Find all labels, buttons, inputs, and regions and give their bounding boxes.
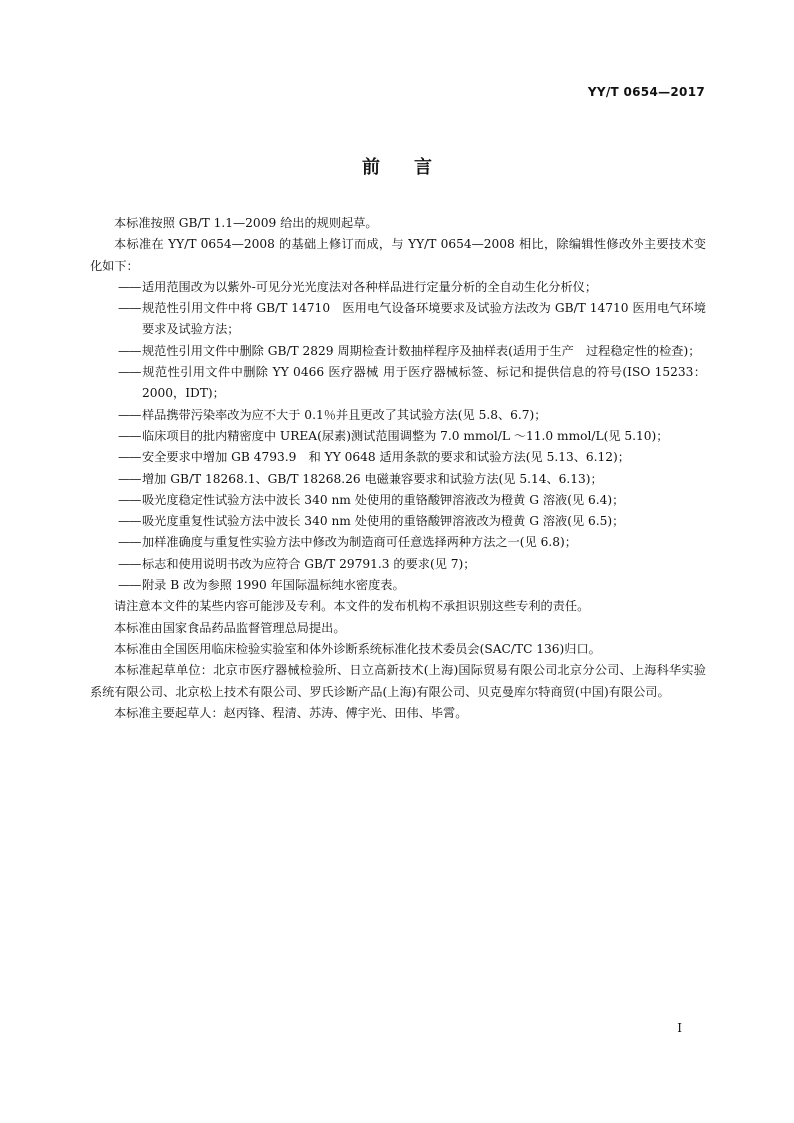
dash-marker: —— [118,578,141,593]
page-title: 前言 [362,157,466,178]
change-item [90,490,706,511]
dash-marker: —— [118,450,141,465]
paragraph-patent-notice: 请注意本文件的某些内容可能涉及专利。本文件的发布机构不承担识别这些专利的责任。 [114,599,590,614]
standard-number: YY/T 0654—2017 [587,85,705,99]
change-item [90,447,706,468]
change-item [90,362,706,405]
change-item [90,575,706,596]
dash-marker: —— [118,428,141,443]
dash-marker: —— [118,556,141,571]
document-body [90,213,706,724]
dash-marker: —— [118,492,141,507]
change-item-text: 安全要求中增加 GB 4793.9 和 YY 0648 适用条款的要求和试验方法(见 5.13、6.12)； [142,450,630,465]
change-item-text: 加样准确度与重复性实验方法中修改为制造商可任意选择两种方法之一(见 6.8)； [142,535,577,550]
page-number: I [677,1021,682,1035]
dash-marker: —— [118,535,141,550]
paragraph-drafting-rule: 本标准按照 GB/T 1.1—2009 给出的规则起草。 [114,216,378,230]
paragraph-drafters: 本标准主要起草人：赵丙锋、程清、苏涛、傅宇光、田伟、毕霄。 [114,705,468,720]
change-item-text: 增加 GB/T 18268.1、GB/T 18268.26 电磁兼容要求和试验方法(见 5.14、6.13)； [142,471,603,486]
dash-marker: —— [118,343,141,358]
change-item-text: 样品携带污染率改为应不大于 0.1％并且更改了其试验方法(见 5.8、6.7)； [142,407,547,422]
paragraph-proposer: 本标准由国家食品药品监督管理总局提出。 [114,620,346,635]
change-item-text: 规范性引用文件中将 GB/T 14710 医用电气设备环境要求及试验方法改为 GB/T 14710 医用电气环境要求及试验方法； [142,301,706,337]
change-item [90,511,706,532]
change-item-text: 附录 B 改为参照 1990 年国际温标纯水密度表。 [142,578,405,593]
dash-marker: —— [118,279,141,294]
change-item [90,405,706,426]
change-item [90,277,706,298]
paragraph-committee: 本标准由全国医用临床检验实验室和体外诊断系统标准化技术委员会(SAC/TC 136)归口。 [114,641,601,656]
change-item-text: 规范性引用文件中删除 GB/T 2829 周期检查计数抽样程序及抽样表(适用于生产 过程稳定性的检查)； [142,343,701,358]
paragraph-drafting-units: 本标准起草单位：北京市医疗器械检验所、日立高新技术(上海)国际贸易有限公司北京分公司、上海科华实验系统有限公司、北京松上技术有限公司、罗氏诊断产品(上海)有限公司、贝克曼库尔特商贸(中国)有限公司。 [90,663,706,699]
change-item [90,298,706,341]
dash-marker: —— [118,407,141,422]
change-item-text: 标志和使用说明书改为应符合 GB/T 29791.3 的要求(见 7)； [142,556,476,571]
change-item-text: 吸光度稳定性试验方法中波长 340 nm 处使用的重铬酸钾溶液改为橙黄 G 溶液(见 6.4)； [142,492,625,507]
change-item [90,532,706,553]
change-item-text: 适用范围改为以紫外-可见分光光度法对各种样品进行定量分析的全自动生化分析仪； [142,279,598,294]
dash-marker: —— [118,301,141,316]
dash-marker: —— [118,471,141,486]
change-item [90,426,706,447]
change-item [90,469,706,490]
change-item-text: 吸光度重复性试验方法中波长 340 nm 处使用的重铬酸钾溶液改为橙黄 G 溶液(见 6.5)； [142,514,625,529]
paragraph-revision-basis: 本标准在 YY/T 0654—2008 的基础上修订而成，与 YY/T 0654—2008 相比，除编辑性修改外主要技术变化如下： [90,237,706,273]
dash-marker: —— [118,514,141,529]
change-item [90,341,706,362]
change-item-text: 规范性引用文件中删除 YY 0466 医疗器械 用于医疗器械标签、标记和提供信息的符号(ISO 15233：2000，IDT)； [142,365,706,401]
dash-marker: —— [118,365,141,380]
change-item-text: 临床项目的批内精密度中 UREA(尿素)测试范围调整为 7.0 mmol/L ～11.0 mmol/L(见 5.10)； [142,428,669,443]
change-item [90,554,706,575]
